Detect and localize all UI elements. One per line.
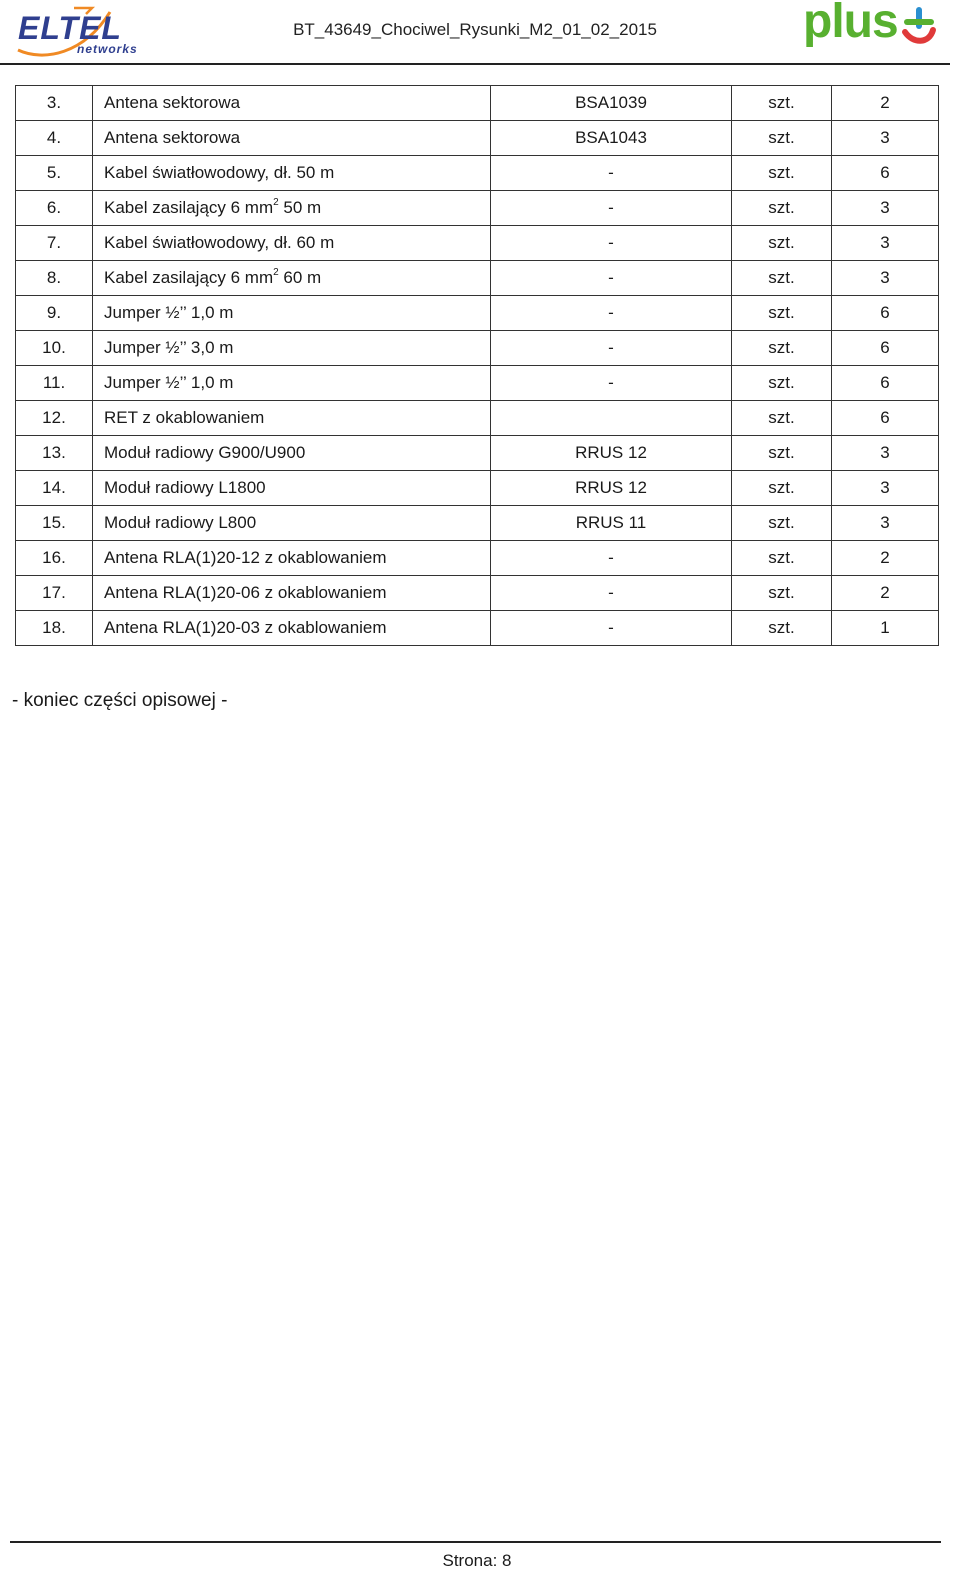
item-unit-cell: szt. — [732, 226, 832, 261]
item-name-cell — [93, 611, 491, 646]
eltel-logo-word: ELTEL — [18, 10, 122, 46]
item-name-cell — [93, 506, 491, 541]
table-row — [16, 121, 939, 156]
item-name: Kabel zasilający 6 mm — [104, 198, 274, 217]
item-unit-cell: szt. — [732, 611, 832, 646]
page-header — [0, 0, 960, 66]
item-quantity-cell: 6 — [832, 401, 939, 436]
item-quantity-cell: 6 — [832, 156, 939, 191]
item-name: Jumper ½’’ 3,0 m — [104, 338, 234, 357]
item-name: Moduł radiowy G900/U900 — [104, 443, 306, 462]
table-row — [16, 436, 939, 471]
row-number-cell: 4. — [16, 121, 93, 156]
item-type-cell: - — [491, 331, 732, 366]
item-name-cell — [93, 86, 491, 121]
item-name: Antena sektorowa — [104, 128, 241, 147]
item-quantity-cell: 3 — [832, 471, 939, 506]
item-unit-cell: szt. — [732, 471, 832, 506]
plus-logo-word: plus — [803, 0, 898, 48]
plus-logo — [803, 0, 943, 56]
item-name: Antena RLA(1)20-06 z okablowaniem — [104, 583, 387, 602]
eltel-logo-sub: networks — [77, 42, 138, 56]
item-type-cell: - — [491, 156, 732, 191]
item-name-cell — [93, 331, 491, 366]
unit-superscript: 2 — [273, 267, 279, 279]
row-number-cell: 14. — [16, 471, 93, 506]
item-name-suffix: 60 m — [278, 268, 322, 287]
header-divider — [0, 63, 950, 65]
unit-superscript: 2 — [273, 197, 279, 209]
item-quantity-cell: 3 — [832, 226, 939, 261]
table-row — [16, 576, 939, 611]
item-name-cell — [93, 226, 491, 261]
table-row — [16, 401, 939, 436]
item-type-cell: BSA1043 — [491, 121, 732, 156]
table-row — [16, 541, 939, 576]
item-quantity-cell: 3 — [832, 436, 939, 471]
row-number-cell: 18. — [16, 611, 93, 646]
item-quantity-cell: 2 — [832, 86, 939, 121]
item-type-cell: - — [491, 611, 732, 646]
row-number-cell: 7. — [16, 226, 93, 261]
item-name: Antena RLA(1)20-03 z okablowaniem — [104, 618, 387, 637]
item-unit-cell: szt. — [732, 436, 832, 471]
item-name: Antena sektorowa — [104, 93, 241, 112]
row-number-cell: 16. — [16, 541, 93, 576]
item-quantity-cell: 3 — [832, 261, 939, 296]
item-name: Kabel światłowodowy, dł. 50 m — [104, 163, 335, 182]
table-row — [16, 471, 939, 506]
item-name-cell — [93, 541, 491, 576]
item-unit-cell: szt. — [732, 331, 832, 366]
item-name: Kabel światłowodowy, dł. 60 m — [104, 233, 335, 252]
row-number-cell: 8. — [16, 261, 93, 296]
table-row — [16, 156, 939, 191]
item-type-cell: - — [491, 366, 732, 401]
row-number-cell: 12. — [16, 401, 93, 436]
row-number-cell: 3. — [16, 86, 93, 121]
item-unit-cell: szt. — [732, 296, 832, 331]
item-type-cell: - — [491, 576, 732, 611]
item-name-cell — [93, 576, 491, 611]
item-quantity-cell: 6 — [832, 366, 939, 401]
item-quantity-cell: 6 — [832, 296, 939, 331]
item-unit-cell: szt. — [732, 366, 832, 401]
item-name: Jumper ½’’ 1,0 m — [104, 373, 234, 392]
item-unit-cell: szt. — [732, 261, 832, 296]
document-title: BT_43649_Chociwel_Rysunki_M2_01_02_2015 — [293, 20, 657, 39]
row-number-cell: 13. — [16, 436, 93, 471]
table-row — [16, 331, 939, 366]
item-type-cell — [491, 401, 732, 436]
item-name-cell — [93, 121, 491, 156]
item-name-cell — [93, 401, 491, 436]
item-quantity-cell: 2 — [832, 541, 939, 576]
item-unit-cell: szt. — [732, 156, 832, 191]
item-name: Kabel zasilający 6 mm — [104, 268, 274, 287]
item-type-cell: BSA1039 — [491, 86, 732, 121]
item-name: Moduł radiowy L800 — [104, 513, 257, 532]
page-number: Strona: 8 — [442, 1551, 512, 1570]
item-name-suffix: 50 m — [278, 198, 322, 217]
item-quantity-cell: 6 — [832, 331, 939, 366]
plus-cross-icon — [899, 6, 939, 46]
item-type-cell: - — [491, 226, 732, 261]
item-type-cell: RRUS 12 — [491, 471, 732, 506]
item-unit-cell: szt. — [732, 121, 832, 156]
table-row — [16, 366, 939, 401]
item-type-cell: RRUS 12 — [491, 436, 732, 471]
item-name-cell — [93, 366, 491, 401]
item-unit-cell: szt. — [732, 401, 832, 436]
item-name-cell — [93, 156, 491, 191]
row-number-cell: 9. — [16, 296, 93, 331]
row-number-cell: 11. — [16, 366, 93, 401]
item-quantity-cell: 2 — [832, 576, 939, 611]
item-name-cell — [93, 296, 491, 331]
item-name: Jumper ½’’ 1,0 m — [104, 303, 234, 322]
item-name-cell — [93, 261, 491, 296]
row-number-cell: 5. — [16, 156, 93, 191]
item-name-cell — [93, 191, 491, 226]
table-row — [16, 506, 939, 541]
end-of-description-text: - koniec części opisowej - — [12, 690, 228, 711]
item-name: RET z okablowaniem — [104, 408, 265, 427]
item-unit-cell: szt. — [732, 86, 832, 121]
table-row — [16, 226, 939, 261]
item-type-cell: - — [491, 296, 732, 331]
item-unit-cell: szt. — [732, 506, 832, 541]
item-unit-cell: szt. — [732, 191, 832, 226]
item-name: Antena RLA(1)20-12 z okablowaniem — [104, 548, 387, 567]
item-quantity-cell: 3 — [832, 506, 939, 541]
item-quantity-cell: 3 — [832, 191, 939, 226]
item-type-cell: - — [491, 261, 732, 296]
item-unit-cell: szt. — [732, 576, 832, 611]
item-quantity-cell: 1 — [832, 611, 939, 646]
item-quantity-cell: 3 — [832, 121, 939, 156]
item-name-cell — [93, 436, 491, 471]
footer-divider — [10, 1541, 941, 1543]
item-type-cell: - — [491, 541, 732, 576]
table-row — [16, 261, 939, 296]
materials-table — [15, 85, 939, 646]
item-type-cell: RRUS 11 — [491, 506, 732, 541]
row-number-cell: 17. — [16, 576, 93, 611]
table-row — [16, 296, 939, 331]
item-unit-cell: szt. — [732, 541, 832, 576]
row-number-cell: 10. — [16, 331, 93, 366]
table-row — [16, 611, 939, 646]
table-row — [16, 191, 939, 226]
item-type-cell: - — [491, 191, 732, 226]
row-number-cell: 15. — [16, 506, 93, 541]
item-name: Moduł radiowy L1800 — [104, 478, 266, 497]
table-row — [16, 86, 939, 121]
row-number-cell: 6. — [16, 191, 93, 226]
item-name-cell — [93, 471, 491, 506]
